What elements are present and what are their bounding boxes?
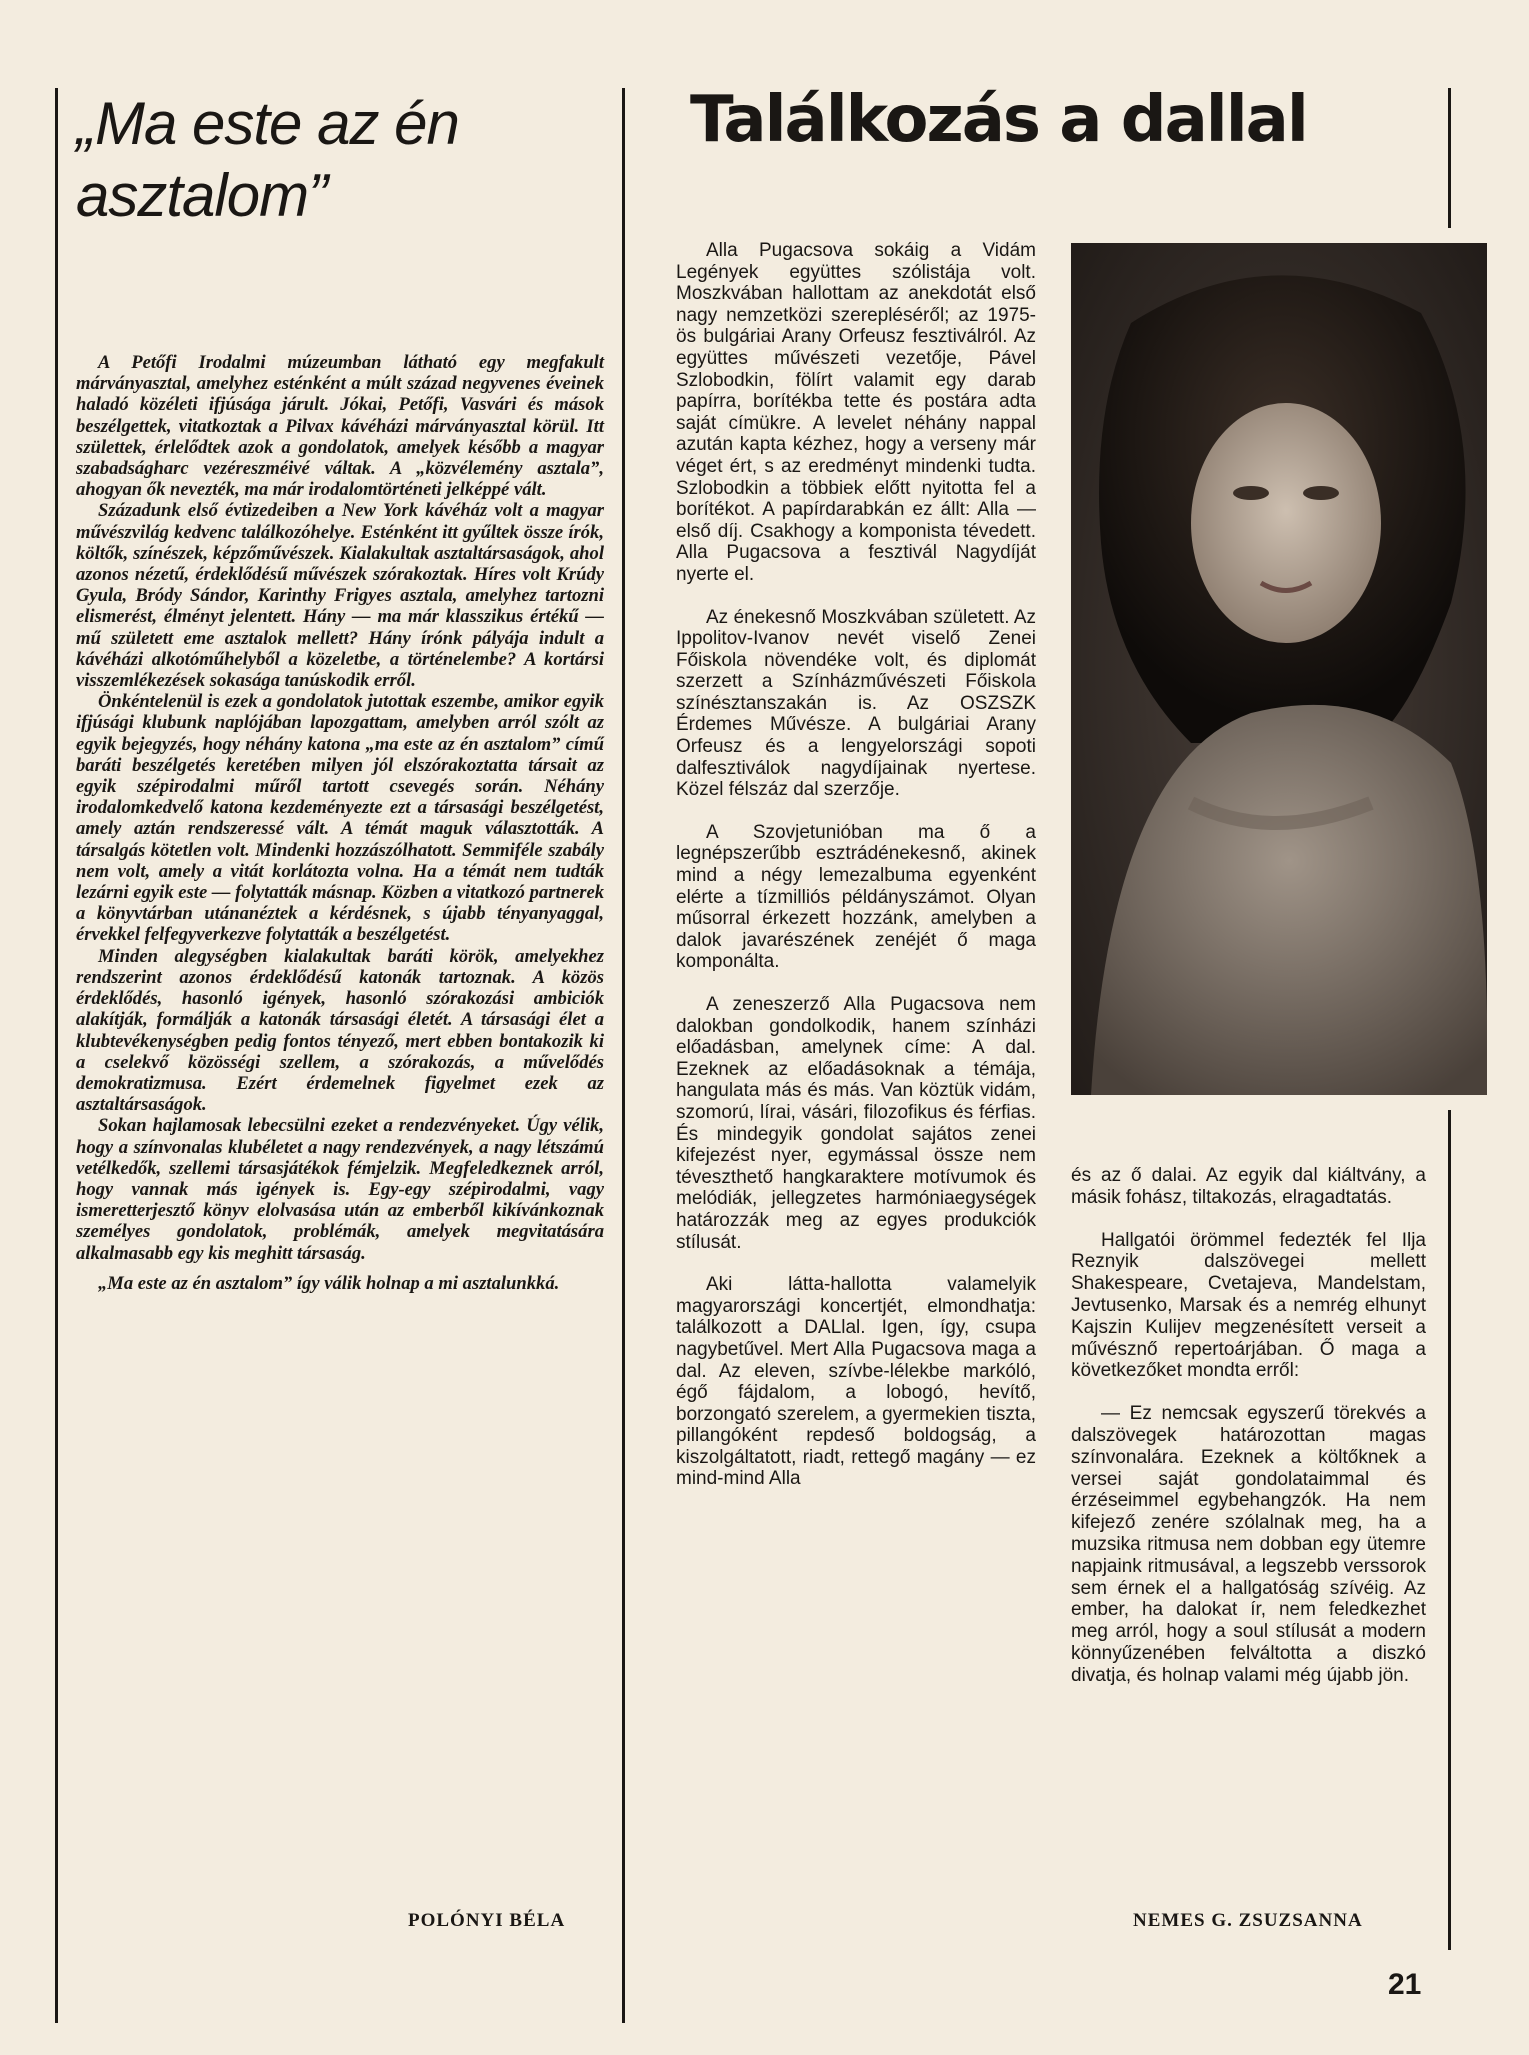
left-paragraph: Sokan hajlamosak lebecsülni ezeket a rendezvényeket. Úgy vélik, hogy a színvonalas klubéletet a nagy rendezvények, a nagy létszámú vetélkedők, szellemi társasjátékok fémjelzik. Megfeledkeznek arról, hogy vannak más igények is. Egy-egy szépirodalmi, vagy ismeretterjesztő könyv elolvasása után az emberből kikívánkoznak személyes gondolatok, problémák, amelyek megvitatására alkalmasabb egy kis meghitt társaság. <box>76 1115 604 1264</box>
left-column-rule <box>55 88 58 2023</box>
left-paragraph: Önkéntelenül is ezek a gondolatok jutottak eszembe, amikor egyik ifjúsági klubunk naplójában lapozgattam, amelyben arról szólt az egyik bejegyzés, hogy néhány katona „ma este az én asztalom” című baráti beszélgetés keretében milyen jól elszórakoztatta társait az egyik szépirodalmi műről tartott csevegés során. Néhány irodalomkedvelő katona kezdeményezte ezt a társasági beszélgetést, amely aztán rendszeressé vált. A témát maguk választották. A társalgás kötetlen volt. Mindenki hozzászólhatott. Semmiféle szabály nem volt, amely a vitát korlátozta volna. Ha a témát nem tudták lezárni egyik este — folytatták másnap. Közben a vitatkozó partnerek a könyvtárban utánanéztek a kérdésnek, s újabb tényanyaggal, érvekkel felfegyverkezve folytatták a beszélgetést. <box>76 691 604 946</box>
right-paragraph: Hallgatói örömmel fedezték fel Ilja Reznyik dalszövegei mellett Shakespeare, Cvetajeva, Mandelstam, Jevtusenko, Marsak és a nemrég elhunyt Kajszin Kulijev megzenésített verseit a művésznő repertoárjában. Ő maga a következőket mondta erről: <box>1071 1229 1426 1382</box>
left-paragraph: Századunk első évtizedeiben a New York kávéház volt a magyar művészvilág kedvenc találkozóhelye. Esténként itt gyűltek össze írók, költők, színészek, képzőművészek. Kialakultak asztaltársaságok, ahol azonos nézetű, érdeklődésű művészek szórakoztak. Híres volt Krúdy Gyula, Bródy Sándor, Karinthy Frigyes asztala, amelyhez tartozni elismerést, élményt jelentett. Hány — ma már klasszikus értékű — mű született eme asztalok mellett? Hány írónk pályája indult a kávéházi alkotóműhelyből a közeletbe, a történelembe? A kortársi visszemlékezések sokasága tanúskodik erről. <box>76 500 604 692</box>
left-article-title: „Ma este az én asztalom” <box>76 90 459 229</box>
right-article-body-column1 <box>676 240 1036 1511</box>
singer-photo <box>1071 243 1487 1095</box>
left-article-signature: POLÓNYI BÉLA <box>408 1910 566 1931</box>
right-paragraph: A zeneszerző Alla Pugacsova nem dalokban gondolkodik, hanem színházi előadásban, amelynek címe: A dal. Ezeknek az előadásoknak a témája, hangulata más és más. Van köztük vidám, szomorú, lírai, vásári, filozofikus és férfias. És mindegyik gondolat sajátos zenei kifejezést nyer, egymással össze nem téveszthető hangkaraktere motívumok és melódiák, jellegzetes harmóniaegységek határozzák meg az egyes produkciók stílusát. <box>676 994 1036 1253</box>
left-paragraph: „Ma este az én asztalom” így válik holnap a mi asztalunkká. <box>98 1272 560 1294</box>
right-column-rule-lower <box>1448 1110 1451 1950</box>
page-number: 21 <box>1388 1968 1422 2001</box>
right-paragraph: Aki látta-hallotta valamelyik magyarországi koncertjét, elmondhatja: találkozott a DALlal. Igen, így, csupa nagybetűvel. Mert Alla Pugacsova maga a dal. Az eleven, szívbe-lélekbe markóló, égő fájdalom, a lobogó, hevítő, borzongató szerelem, a gyermekien tiszta, pillangóként repdeső boldogság, a kiszolgáltatott, riadt, rettegő magány — ez mind-mind Alla <box>676 1274 1036 1490</box>
right-paragraph: Az énekesnő Moszkvában született. Az Ippolitov-Ivanov nevét viselő Zenei Főiskola növendéke volt, és diplomát szerzett a Színházművészeti Főiskola színésztanszakán is. Az OSZSZK Érdemes Művésze. A bulgáriai Arany Orfeusz és a lengyelországi sopoti dalfesztiválok nagydíjainak nyertese. Közel félszáz dal szerzője. <box>676 606 1036 801</box>
right-paragraph: — Ez nemcsak egyszerű törekvés a dalszövegek határozottan magas színvonalára. Ezeknek a költőknek a versei saját gondolataimmal és érzéseimmel egybehangzók. Ha nem kifejező zenére szólalnak meg, ha a muzsika ritmusa nem dobban egy ütemre napjaink ritmusával, a legszebb verssorok sem érnek el a hallgatóság szívéig. Az ember, ha dalokat ír, nem feledkezhet meg arról, hogy a soul stílusát a modern könnyűzenében felváltotta a diszkó divatja, és holnap valami még újabb jön. <box>1071 1403 1426 1686</box>
right-article-signature: NEMES G. ZSUZSANNA <box>1133 1910 1363 1931</box>
center-column-rule <box>622 88 625 2023</box>
right-article-body-column2 <box>1071 1165 1426 1708</box>
right-paragraph: és az ő dalai. Az egyik dal kiáltvány, a másik fohász, tiltakozás, elragadtatás. <box>1071 1165 1426 1208</box>
right-article-title: Találkozás a dallal <box>690 83 1307 157</box>
left-paragraph: A Petőfi Irodalmi múzeumban látható egy megfakult márványasztal, amelyhez esténként a múlt század negyvenes éveinek haladó közéleti ifjúsága járult. Jókai, Petőfi, Vasvári és mások beszélgettek, vitatkoztak a Pilvax kávéházi márványasztal körül. Itt születtek, érlelődtek azok a gondolatok, amelyek később a magyar szabadságharc vezéreszméivé váltak. A „közvélemény asztala”, ahogyan ők nevezték, ma már irodalomtörténeti jelképpé vált. <box>76 352 604 501</box>
right-paragraph: A Szovjetunióban ma ő a legnépszerűbb esztrádénekesnő, akinek mind a négy lemezalbuma egyenként elérte a tízmilliós példányszámot. Olyan műsorral érkezett hozzánk, amelyben a dalok javarészének zenéjét ő maga komponálta. <box>676 821 1036 973</box>
left-paragraph: Minden alegységben kialakultak baráti körök, amelyekhez rendszerint azonos érdeklődésű katonák tartoznak. A közös érdeklődés, hasonló igények, hasonló szórakozási ambiciók alakítják, formálják a katonák társasági életét. A társasági élet a klubtevékenységben pedig fontos tényező, mert ebben bontakozik ki a cselekvő közösségi szellem, a szórakozás, a művelődés demokratizmusa. Ezért érdemelnek figyelmet ezek az asztaltársaságok. <box>76 945 604 1116</box>
left-article-body <box>76 352 604 1294</box>
right-paragraph: Alla Pugacsova sokáig a Vidám Legények együttes szólistája volt. Moszkvában hallottam az anekdotát első nagy nemzetközi szerepléséről; az 1975-ös bulgáriai Arany Orfeusz fesztiválról. Az együttes művészeti vezetője, Pável Szlobodkin, fölírt valamit egy darab papírra, borítékba tette és postára adta saját címükre. A levelet néhány nappal azután kapta kézhez, hogy a verseny már véget ért, s az eredményt mindenki tudta. Szlobodkin a többiek előtt nyitotta fel a borítékot. A papírdarabkán ez állt: Alla — első díj. Csakhogy a komponista tévedett. Alla Pugacsova a fesztivál Nagydíját nyerte el. <box>676 240 1036 585</box>
